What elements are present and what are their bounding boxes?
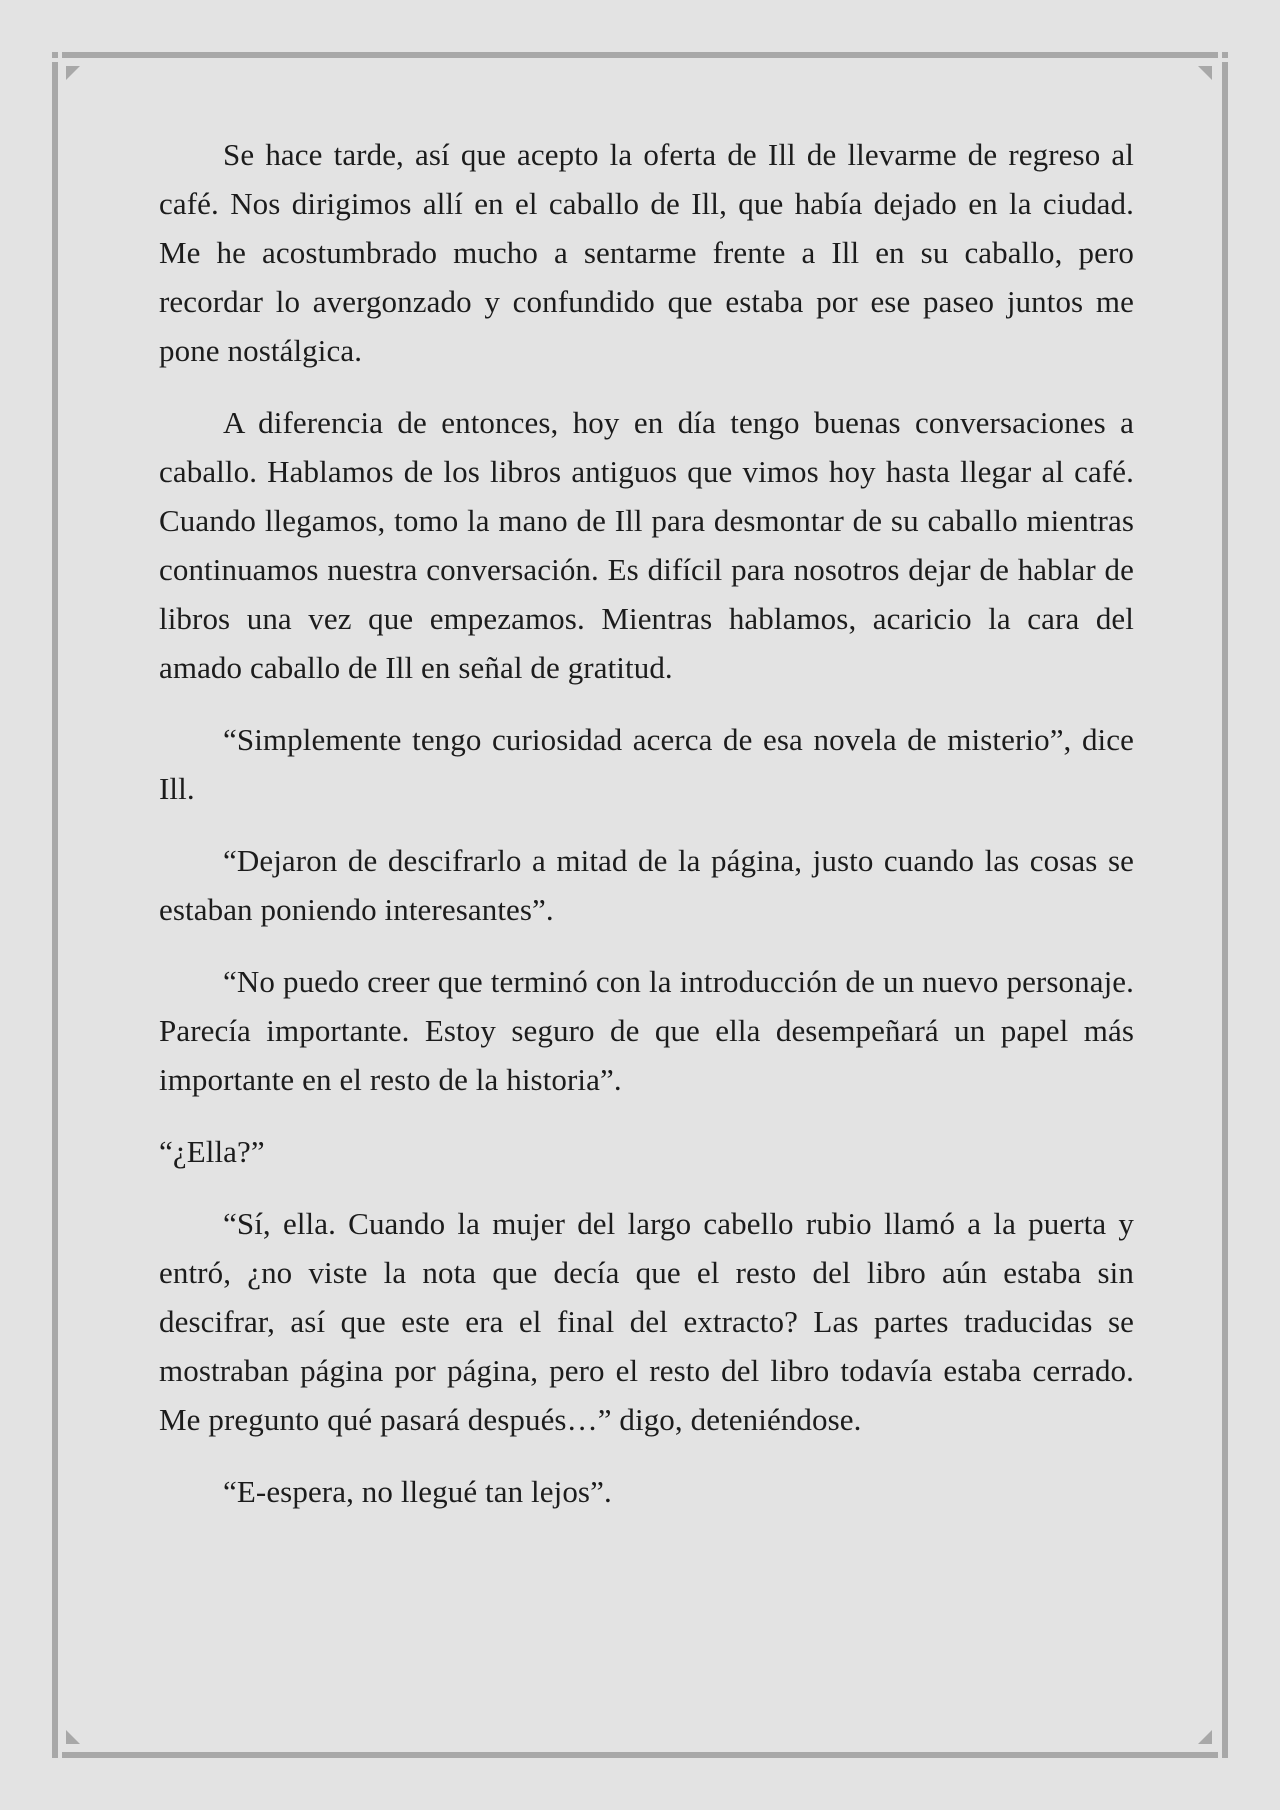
corner-ornament-bottom-left <box>52 1752 58 1758</box>
corner-ornament-top-left <box>52 52 58 58</box>
frame-right-border <box>1222 62 1228 1752</box>
corner-triangle-icon-bottom-right <box>1198 1730 1212 1744</box>
corner-ornament-top-right <box>1222 52 1228 58</box>
paragraph: “E-espera, no llegué tan lejos”. <box>223 1474 612 1509</box>
corner-triangle-icon-top-left <box>66 66 80 80</box>
corner-triangle-icon-bottom-left <box>66 1730 80 1744</box>
paragraph: “Dejaron de descifrarlo a mitad de la página, justo cuando las cosas se estaban poniendo interesantes”. <box>159 843 1134 927</box>
frame-left-border <box>52 62 58 1752</box>
paragraph: “No puedo creer que terminó con la introducción de un nuevo personaje. Parecía importante. Estoy seguro de que ella desempeñará un papel más importante en el resto de la historia”. <box>159 964 1134 1097</box>
paragraph: “¿Ella?” <box>159 1134 265 1169</box>
paragraph: “Sí, ella. Cuando la mujer del largo cabello rubio llamó a la puerta y entró, ¿no viste la nota que decía que el resto del libro aún estaba sin descifrar, así que este era el final del extracto? Las partes traducidas se mostraban página por página, pero el resto del libro todavía estaba cerrado. Me pregunto qué pasará después…” digo, deteniéndose. <box>159 1206 1134 1437</box>
corner-triangle-icon-top-right <box>1198 66 1212 80</box>
corner-ornament-bottom-right <box>1222 1752 1228 1758</box>
paragraph: “Simplemente tengo curiosidad acerca de esa novela de misterio”, dice Ill. <box>159 722 1134 806</box>
paragraph: Se hace tarde, así que acepto la oferta de Ill de llevarme de regreso al café. Nos dirigimos allí en el caballo de Ill, que había dejado en la ciudad. Me he acostumbrado mucho a sentarme frente a Ill en su caballo, pero recordar lo avergonzado y confundido que estaba por ese paseo juntos me pone nostálgica. <box>159 137 1134 368</box>
frame-bottom-border <box>62 1752 1218 1758</box>
paragraph: A diferencia de entonces, hoy en día tengo buenas conversaciones a caballo. Hablamos de los libros antiguos que vimos hoy hasta llegar al café. Cuando llegamos, tomo la mano de Ill para desmontar de su caballo mientras continuamos nuestra conversación. Es difícil para nosotros dejar de hablar de libros una vez que empezamos. Mientras hablamos, acaricio la cara del amado caballo de Ill en señal de gratitud. <box>159 405 1134 685</box>
page-body-text <box>159 130 1134 1539</box>
frame-top-border <box>62 52 1218 58</box>
